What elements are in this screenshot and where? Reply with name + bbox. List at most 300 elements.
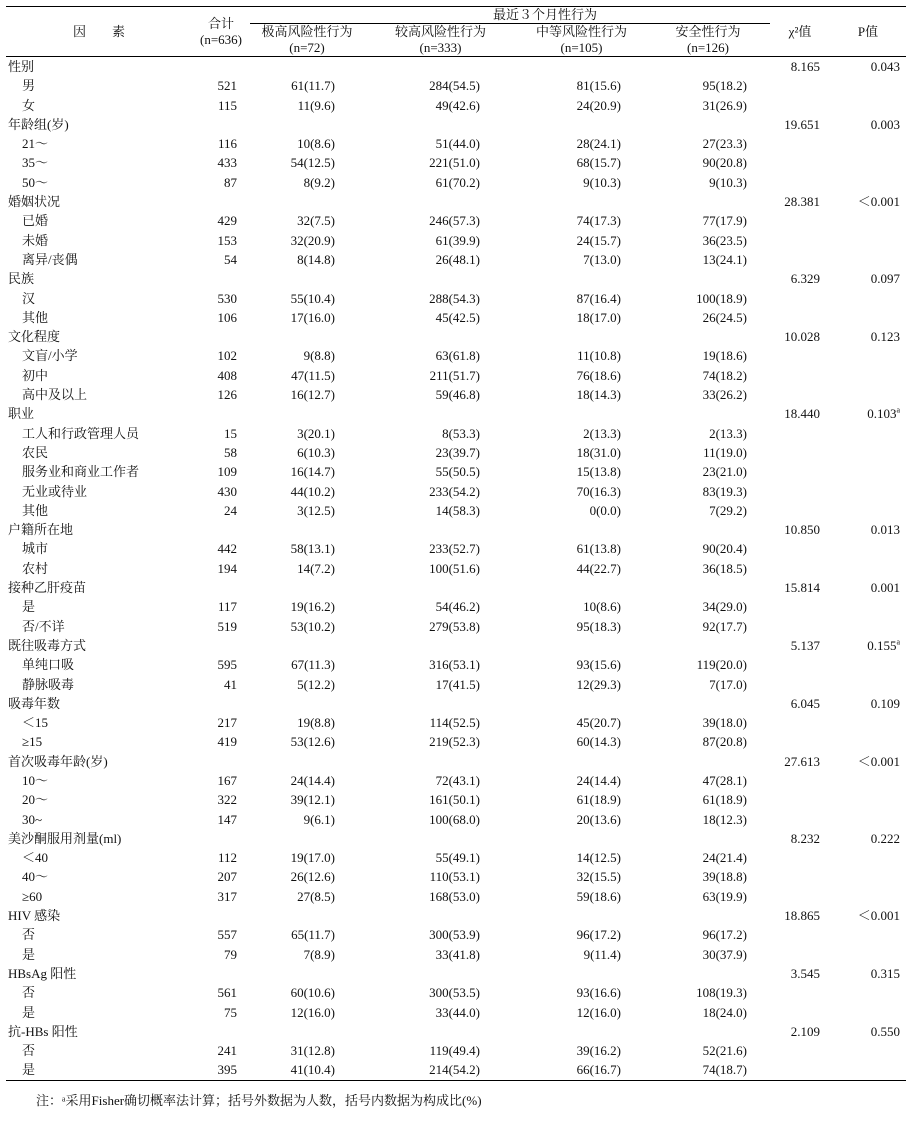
safe-behavior-cell: 31(26.9) xyxy=(702,97,748,113)
chi-value xyxy=(770,752,830,771)
row-label: 其他 xyxy=(22,502,49,518)
header-group-label: 中等风险性行为 xyxy=(535,24,627,39)
table-row xyxy=(6,501,906,520)
safe-behavior-cell: 24(21.4) xyxy=(702,850,748,866)
empty-cell xyxy=(770,675,830,694)
table-row xyxy=(6,887,906,906)
very-high-risk-cell: 8(14.8) xyxy=(297,251,335,267)
safe-behavior-cell: 36(18.5) xyxy=(702,560,748,576)
header-group-1 xyxy=(250,24,364,57)
safe-behavior-cell: 33(26.2) xyxy=(702,387,748,403)
table-row xyxy=(6,655,906,674)
empty-cell xyxy=(646,57,770,77)
high-risk-cell: 214(54.2) xyxy=(364,1060,517,1080)
empty-cell xyxy=(517,906,646,925)
very-high-risk-cell: 16(12.7) xyxy=(290,387,335,403)
p-value xyxy=(830,906,906,925)
section-row xyxy=(6,192,906,211)
section-name-text: 户籍所在地 xyxy=(8,522,74,538)
empty-cell xyxy=(830,539,906,558)
table-row xyxy=(6,289,906,308)
empty-cell xyxy=(770,173,830,192)
row-label: 文盲/小学 xyxy=(22,348,78,364)
row-label: 农民 xyxy=(22,444,49,460)
empty-cell xyxy=(830,134,906,153)
section-row xyxy=(6,1022,906,1041)
very-high-risk-cell: 27(8.5) xyxy=(297,888,335,904)
table-row xyxy=(6,713,906,732)
very-high-risk-cell: 7(8.9) xyxy=(303,946,335,962)
row-label: 服务业和商业工作者 xyxy=(22,464,140,480)
section-name-text: 婚姻状况 xyxy=(8,194,61,210)
total-cell: 322 xyxy=(217,792,237,808)
moderate-risk-cell: 95(18.3) xyxy=(576,618,621,634)
header-p: P值 xyxy=(830,7,906,57)
chi-value xyxy=(770,192,830,211)
empty-cell xyxy=(250,752,364,771)
chi-value-text: 27.613 xyxy=(784,753,821,769)
header-total xyxy=(192,7,250,57)
empty-cell xyxy=(646,520,770,539)
empty-cell xyxy=(192,192,250,211)
footnote-marker: a xyxy=(896,406,901,416)
safe-behavior-cell: 26(24.5) xyxy=(702,309,748,325)
table-row xyxy=(6,385,906,404)
very-high-risk-cell: 26(12.6) xyxy=(290,869,335,885)
empty-cell xyxy=(364,636,517,655)
safe-behavior-cell: 7(29.2) xyxy=(709,502,748,518)
total-cell: 317 xyxy=(217,888,237,904)
total-cell: 207 xyxy=(217,869,237,885)
moderate-risk-cell: 18(17.0) xyxy=(576,309,621,325)
high-risk-cell: 55(50.5) xyxy=(435,464,480,480)
table-row xyxy=(6,96,906,115)
total-cell: 153 xyxy=(217,232,237,248)
empty-cell xyxy=(770,211,830,230)
very-high-risk-cell: 55(10.4) xyxy=(290,290,335,306)
moderate-risk-cell: 87(16.4) xyxy=(576,290,621,306)
section-name xyxy=(6,906,192,925)
moderate-risk-cell: 39(16.2) xyxy=(576,1043,621,1059)
safe-behavior-cell: 23(21.0) xyxy=(702,464,748,480)
table-row xyxy=(6,539,906,558)
chi-value-text: 18.865 xyxy=(784,908,821,924)
empty-cell xyxy=(517,636,646,655)
empty-cell xyxy=(770,231,830,250)
header-chi: χ²值 xyxy=(770,7,830,57)
row-label: 10～ xyxy=(22,772,49,788)
empty-cell xyxy=(830,462,906,481)
empty-cell xyxy=(830,501,906,520)
empty-cell xyxy=(192,694,250,713)
empty-cell xyxy=(830,76,906,95)
empty-cell xyxy=(192,964,250,983)
high-risk-cell: 26(48.1) xyxy=(435,251,480,267)
empty-cell xyxy=(770,810,830,829)
table-row xyxy=(6,346,906,365)
empty-cell xyxy=(517,752,646,771)
row-label: 女 xyxy=(22,97,36,113)
moderate-risk-cell: 24(14.4) xyxy=(576,772,621,788)
high-risk-cell: 33(44.0) xyxy=(435,1004,480,1020)
p-value-text: 0.003 xyxy=(870,116,901,132)
moderate-risk-cell: 76(18.6) xyxy=(576,367,621,383)
moderate-risk-cell: 7(13.0) xyxy=(583,251,621,267)
total-cell: 167 xyxy=(217,772,237,788)
empty-cell xyxy=(250,964,364,983)
empty-cell xyxy=(830,867,906,886)
very-high-risk-cell: 9(8.8) xyxy=(303,348,335,364)
table-row xyxy=(6,153,906,172)
empty-cell xyxy=(830,675,906,694)
empty-cell xyxy=(192,327,250,346)
safe-behavior-cell: 9(10.3) xyxy=(709,174,748,190)
safe-behavior-cell: 61(18.9) xyxy=(702,792,748,808)
empty-cell xyxy=(830,597,906,616)
empty-cell xyxy=(770,462,830,481)
total-cell: 595 xyxy=(217,657,237,673)
moderate-risk-cell: 12(16.0) xyxy=(576,1004,621,1020)
total-cell: 54 xyxy=(224,251,237,267)
p-value xyxy=(830,964,906,983)
empty-cell xyxy=(830,482,906,501)
empty-cell xyxy=(770,713,830,732)
p-value xyxy=(830,829,906,848)
table-row xyxy=(6,231,906,250)
empty-cell xyxy=(830,96,906,115)
table-row xyxy=(6,1041,906,1060)
very-high-risk-cell: 44(10.2) xyxy=(290,483,335,499)
empty-cell xyxy=(364,694,517,713)
chi-value-text: 6.329 xyxy=(790,271,821,287)
moderate-risk-cell: 60(14.3) xyxy=(576,734,621,750)
empty-cell xyxy=(770,983,830,1002)
row-label: ≥15 xyxy=(22,734,43,750)
empty-cell xyxy=(770,945,830,964)
moderate-risk-cell: 2(13.3) xyxy=(583,425,621,441)
header-group-3 xyxy=(517,24,646,57)
empty-cell xyxy=(830,173,906,192)
empty-cell xyxy=(830,1060,906,1080)
very-high-risk-cell: 11(9.6) xyxy=(297,97,335,113)
empty-cell xyxy=(830,153,906,172)
chi-value xyxy=(770,964,830,983)
empty-cell xyxy=(830,848,906,867)
empty-cell xyxy=(517,192,646,211)
empty-cell xyxy=(250,57,364,77)
empty-cell xyxy=(830,732,906,751)
safe-behavior-cell: 7(17.0) xyxy=(709,676,748,692)
total-cell: 126 xyxy=(217,387,237,403)
table-row xyxy=(6,250,906,269)
empty-cell xyxy=(192,906,250,925)
row-label: 无业或待业 xyxy=(22,483,88,499)
high-risk-cell: 233(52.7) xyxy=(429,541,480,557)
empty-cell xyxy=(364,964,517,983)
section-name xyxy=(6,192,192,211)
p-value-text: 0.013 xyxy=(870,522,901,538)
empty-cell xyxy=(830,713,906,732)
table-header xyxy=(6,7,906,57)
moderate-risk-cell: 66(16.7) xyxy=(517,1060,646,1080)
high-risk-cell: 100(51.6) xyxy=(429,560,480,576)
total-cell: 429 xyxy=(217,213,237,229)
empty-cell xyxy=(646,829,770,848)
header-group-label: 较高风险性行为 xyxy=(394,24,486,39)
empty-cell xyxy=(830,231,906,250)
high-risk-cell: 49(42.6) xyxy=(435,97,480,113)
high-risk-cell: 55(49.1) xyxy=(435,850,480,866)
section-name xyxy=(6,694,192,713)
high-risk-cell: 221(51.0) xyxy=(429,155,480,171)
chi-value xyxy=(770,57,830,77)
empty-cell xyxy=(770,153,830,172)
high-risk-cell: 33(41.8) xyxy=(435,946,480,962)
empty-cell xyxy=(770,501,830,520)
header-factor: 因 素 xyxy=(6,7,192,57)
total-cell: 15 xyxy=(224,425,237,441)
very-high-risk-cell: 58(13.1) xyxy=(290,541,335,557)
safe-behavior-cell: 100(18.9) xyxy=(696,290,748,306)
row-label: 否 xyxy=(22,927,36,943)
table-row xyxy=(6,732,906,751)
empty-cell xyxy=(770,424,830,443)
safe-behavior-cell: 18(24.0) xyxy=(702,1004,748,1020)
empty-cell xyxy=(364,829,517,848)
empty-cell xyxy=(192,752,250,771)
p-value-text: ＜0.001 xyxy=(857,753,901,769)
empty-cell xyxy=(646,404,770,423)
high-risk-cell: 100(68.0) xyxy=(429,811,480,827)
p-value-text: 0.155 xyxy=(867,637,897,653)
total-cell: 75 xyxy=(224,1004,237,1020)
chi-value xyxy=(770,906,830,925)
chi-value-text: 3.545 xyxy=(790,965,821,981)
chi-value-text: 28.381 xyxy=(784,194,821,210)
very-high-risk-cell: 16(14.7) xyxy=(290,464,335,480)
empty-cell xyxy=(364,327,517,346)
row-label: 是 xyxy=(22,1004,36,1020)
total-cell: 79 xyxy=(224,946,237,962)
section-name xyxy=(6,752,192,771)
empty-cell xyxy=(364,404,517,423)
very-high-risk-cell: 53(12.6) xyxy=(290,734,335,750)
section-row xyxy=(6,269,906,288)
moderate-risk-cell: 18(31.0) xyxy=(576,444,621,460)
total-cell: 106 xyxy=(217,309,237,325)
safe-behavior-cell: 47(28.1) xyxy=(702,772,748,788)
p-value xyxy=(830,192,906,211)
moderate-risk-cell: 9(10.3) xyxy=(583,174,621,190)
very-high-risk-cell: 19(8.8) xyxy=(297,715,335,731)
empty-cell xyxy=(250,636,364,655)
high-risk-cell: 161(50.1) xyxy=(429,792,480,808)
empty-cell xyxy=(646,694,770,713)
row-label: 汉 xyxy=(22,290,36,306)
empty-cell xyxy=(770,346,830,365)
section-row xyxy=(6,115,906,134)
empty-cell xyxy=(192,115,250,134)
safe-behavior-cell: 18(12.3) xyxy=(702,811,748,827)
safe-behavior-cell: 27(23.3) xyxy=(702,136,748,152)
section-name-text: 美沙酮服用剂量(ml) xyxy=(8,830,122,846)
empty-cell xyxy=(250,520,364,539)
p-value-text: 0.097 xyxy=(870,271,901,287)
section-name-text: 职业 xyxy=(8,406,35,422)
empty-cell xyxy=(770,790,830,809)
empty-cell xyxy=(830,771,906,790)
chi-value xyxy=(770,829,830,848)
table-row xyxy=(6,308,906,327)
empty-cell xyxy=(770,655,830,674)
very-high-risk-cell: 60(10.6) xyxy=(290,985,335,1001)
section-row xyxy=(6,694,906,713)
high-risk-cell: 211(51.7) xyxy=(429,367,480,383)
empty-cell xyxy=(770,76,830,95)
section-name xyxy=(6,269,192,288)
section-name-text: 抗-HBs 阳性 xyxy=(8,1023,78,1039)
table-row xyxy=(6,617,906,636)
empty-cell xyxy=(192,636,250,655)
table-row xyxy=(6,462,906,481)
total-cell: 194 xyxy=(217,560,237,576)
safe-behavior-cell: 52(21.6) xyxy=(702,1043,748,1059)
header-group-4 xyxy=(646,24,770,57)
row-label: 工人和行政管理人员 xyxy=(22,425,140,441)
moderate-risk-cell: 14(12.5) xyxy=(576,850,621,866)
empty-cell xyxy=(830,790,906,809)
high-risk-cell: 61(39.9) xyxy=(435,232,480,248)
empty-cell xyxy=(830,211,906,230)
table-row xyxy=(6,597,906,616)
empty-cell xyxy=(250,906,364,925)
total-cell: 41 xyxy=(224,676,237,692)
p-value-text: ＜0.001 xyxy=(857,908,901,924)
safe-behavior-cell: 11(19.0) xyxy=(703,444,748,460)
chi-value xyxy=(770,578,830,597)
empty-cell xyxy=(364,115,517,134)
header-total-label: 合计 xyxy=(207,15,234,31)
empty-cell xyxy=(364,57,517,77)
moderate-risk-cell: 0(0.0) xyxy=(589,502,621,518)
table-row xyxy=(6,790,906,809)
safe-behavior-cell: 30(37.9) xyxy=(702,946,748,962)
table-row xyxy=(6,945,906,964)
chi-value-text: 2.109 xyxy=(790,1023,821,1039)
safe-behavior-cell: 95(18.2) xyxy=(702,78,748,94)
table-row xyxy=(6,211,906,230)
section-row xyxy=(6,578,906,597)
very-high-risk-cell: 3(12.5) xyxy=(297,502,335,518)
row-label: 50～ xyxy=(22,174,49,190)
safe-behavior-cell: 19(18.6) xyxy=(702,348,748,364)
safe-behavior-cell: 74(18.2) xyxy=(702,367,748,383)
header-group-label: 安全性行为 xyxy=(675,24,741,39)
total-cell: 530 xyxy=(217,290,237,306)
total-cell: 217 xyxy=(217,715,237,731)
moderate-risk-cell: 15(13.8) xyxy=(576,464,621,480)
row-label: ＜40 xyxy=(22,850,49,866)
section-name-text: 既往吸毒方式 xyxy=(8,637,87,653)
p-value xyxy=(830,1022,906,1041)
total-cell: 419 xyxy=(217,734,237,750)
very-high-risk-cell: 65(11.7) xyxy=(291,927,335,943)
p-value-text: 0.109 xyxy=(870,695,901,711)
total-cell: 115 xyxy=(217,97,237,113)
empty-cell xyxy=(364,906,517,925)
safe-behavior-cell: 83(19.3) xyxy=(702,483,748,499)
safe-behavior-cell: 13(24.1) xyxy=(702,251,748,267)
p-value-text: 0.001 xyxy=(870,580,901,596)
empty-cell xyxy=(364,578,517,597)
empty-cell xyxy=(830,945,906,964)
high-risk-cell: 14(58.3) xyxy=(435,502,480,518)
empty-cell xyxy=(770,443,830,462)
section-row xyxy=(6,636,906,655)
total-cell: 241 xyxy=(217,1043,237,1059)
empty-cell xyxy=(770,887,830,906)
empty-cell xyxy=(770,559,830,578)
row-label: 否 xyxy=(22,985,36,1001)
empty-cell xyxy=(646,964,770,983)
empty-cell xyxy=(517,327,646,346)
very-high-risk-cell: 14(7.2) xyxy=(297,560,335,576)
moderate-risk-cell: 20(13.6) xyxy=(576,811,621,827)
safe-behavior-cell: 39(18.0) xyxy=(702,715,748,731)
chi-value-text: 10.850 xyxy=(784,522,821,538)
total-cell: 117 xyxy=(217,599,237,615)
empty-cell xyxy=(364,192,517,211)
section-name xyxy=(6,57,192,77)
moderate-risk-cell: 10(8.6) xyxy=(583,599,621,615)
row-label: ≥60 xyxy=(22,888,43,904)
empty-cell xyxy=(364,269,517,288)
high-risk-cell: 45(42.5) xyxy=(435,309,480,325)
row-label: 是 xyxy=(22,599,36,615)
row-label: 其他 xyxy=(22,309,49,325)
row-label: 否/不详 xyxy=(22,618,65,634)
header-group-title: 最近３个月性行为 xyxy=(250,7,770,24)
row-label: 30~ xyxy=(22,811,43,827)
chi-value xyxy=(770,115,830,134)
empty-cell xyxy=(770,1003,830,1022)
total-cell: 519 xyxy=(217,618,237,634)
high-risk-cell: 300(53.9) xyxy=(429,927,480,943)
safe-behavior-cell: 74(18.7) xyxy=(646,1060,770,1080)
header-group-n: (n=333) xyxy=(419,40,462,55)
high-risk-cell: 72(43.1) xyxy=(435,772,480,788)
empty-cell xyxy=(830,810,906,829)
total-cell: 24 xyxy=(224,502,237,518)
header-group-n: (n=72) xyxy=(289,40,325,55)
empty-cell xyxy=(250,115,364,134)
high-risk-cell: 168(53.0) xyxy=(429,888,480,904)
total-cell: 521 xyxy=(217,78,237,94)
p-value xyxy=(830,520,906,539)
chi-value xyxy=(770,636,830,655)
moderate-risk-cell: 61(13.8) xyxy=(576,541,621,557)
empty-cell xyxy=(770,482,830,501)
data-table xyxy=(6,6,906,1081)
empty-cell xyxy=(770,385,830,404)
chi-value-text: 8.232 xyxy=(790,830,821,846)
table-row xyxy=(6,867,906,886)
header-group-label: 极高风险性行为 xyxy=(261,24,353,39)
high-risk-cell: 110(53.1) xyxy=(429,869,480,885)
safe-behavior-cell: 39(18.8) xyxy=(702,869,748,885)
empty-cell xyxy=(830,346,906,365)
moderate-risk-cell: 96(17.2) xyxy=(576,927,621,943)
